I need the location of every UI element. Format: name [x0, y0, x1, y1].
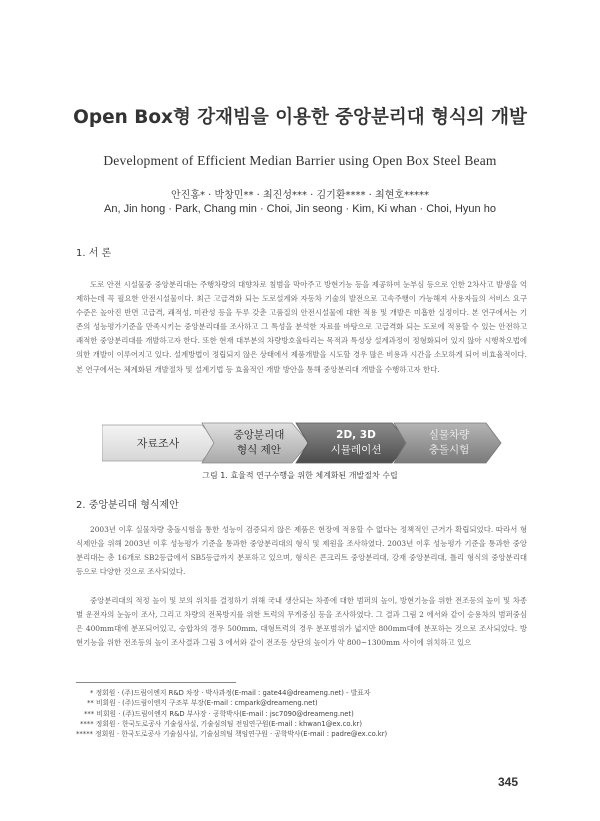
section-2-paragraph-2: 중앙분리대의 적정 높이 및 보의 위치를 결정하기 위해 국내 생산되는 차종에 대한 범퍼의 높이, 방현기능을 위한 전조등의 높이 및 차종별 운전자의 눈높이 조사, 그리고 차량의 전복방지를 위한 트럭의 무게중심 등을 조사하였다. 그 결과 그림 2 에서와 같이 승용차의 범퍼중심은 400mm대에 분포되어있고, 승합차의 경우 500mm, 대형트럭의 경우 분포범위가 넓지만 800mm대에 분포하는 것으로 조사되었다. 방현기능을 위한 전조등의 높이 조사결과 그림 3 에서와 같이 전조등 상단의 높이가 약 800~1300mm 사이에 위치하고 있으	[76, 596, 527, 648]
footnote-2: ** 비회원 · (주)드림이엔지 구조부 부장(E-mail : cmpark@dreameng.net)	[87, 699, 318, 708]
page-number: 345	[498, 775, 519, 789]
process-step-2: 중앙분리대 형식 제안	[233, 429, 285, 456]
development-process-figure	[102, 421, 502, 465]
footnote-3: *** 비회원 · (주)드림이엔지 R&D 부사장 · 공학박사(E-mail : jsc7090@dreameng.net)	[84, 709, 354, 718]
footnote-divider	[76, 682, 236, 683]
paper-subtitle-english: Development of Efficient Median Barrier using Open Box Steel Beam	[103, 153, 497, 168]
process-step-1: 자료조사	[136, 436, 180, 450]
section-2-heading: 2. 중앙분리대 형식제안	[76, 500, 179, 511]
figure-1-caption: 그림 1. 효율적 연구수행을 위한 체계화된 개발절차 수립	[202, 471, 398, 480]
section-2-paragraph-1: 2003년 이후 실물차량 충돌시험을 통한 성능이 검증되지 않은 제품은 현장에 적용할 수 없다는 정책적인 근거가 확립되었다. 따라서 형식제안을 위해 2003년 이후 성능평가 기준을 통과한 중앙분리대의 형식 및 제원을 조사하였다. 2003년 이후 성능평가 기준을 통과한 중앙분리대는 총 16개로 SB2등급에서 SB5등급까지 분포하고 있으며, 형식은 콘크리트 중앙분리대, 강재 중앙분리대, 틀리 형식의 중앙분리대 등으로 다양한 것으로 조사되었다.	[76, 525, 527, 577]
footnotes	[76, 688, 536, 739]
paper-title: Open Box형 강재빔을 이용한 중앙분리대 형식의 개발	[73, 107, 527, 128]
footnote-5: ***** 정회원 · 한국도로공사 기술심사실, 기술심의팀 책임연구원 · 공학박사(E-mail : padre@ex.co.kr)	[76, 730, 388, 739]
authors-english: An, Jin hong · Park, Chang min · Choi, Jin seong · Kim, Ki whan · Choi, Hyun ho	[104, 203, 496, 215]
process-step-4: 실물차량 충돌시험	[428, 429, 470, 456]
authors-korean: 안진홍* · 박창민** · 최진성*** · 김기환**** · 최현호*****	[170, 190, 430, 201]
footnote-1: * 정회원 · (주)드림이엔지 R&D 차장 · 박사과정(E-mail : gate44@dreameng.net) - 발표자	[90, 689, 371, 697]
process-step-3: 2D, 3D 시뮬레이션	[330, 429, 382, 456]
section-1-heading: 1. 서 론	[76, 248, 112, 259]
section-1-paragraph: 도로 안전 시설물중 중앙분리대는 주행차량의 대향차로 침범을 막아주고 방현기능 등을 제공하여 눈부심 등으로 인한 2차사고 발생을 억제하는데 꼭 필요한 안전시설물이다. 최근 고급격화 되는 도로설계와 자동차 기술의 발전으로 고속주행이 가능해져 사용자들의 서비스 요구수준은 높아진 반면 고급격, 쾌적성, 미관성 등을 두루 갖춘 고품질의 안전시설물에 대한 적용 및 개발은 미흡한 실정이다. 본 연구에서는 기존의 성능평가기준을 만족시키는 중앙분리대를 조사하고 그 특성을 분석한 자료를 바탕으로 고급격화 되는 도로에 적용할 수 있는 안전하고 쾌적한 중앙분리대를 개발하고자 한다. 또한 현재 대부분의 차량방호울타리는 목적과 특성상 설계과정이 정형화되어 있지 않아 시행착오법에 의한 개발이 이루어지고 있다. 설계방법이 정립되지 않은 상태에서 제품개발을 시도할 경우 많은 비용과 시간을 소모하게 되어 비효율적이다. 본 연구에서는 체계화된 개발절차 및 설계기법 등 효율적인 개발 방안을 통해 중앙분리대 개발을 수행하고자 한다.	[76, 280, 527, 374]
footnote-4: **** 정회원 · 한국도로공사 기술심사실, 기술심의팀 전임연구원(E-mail : khwan1@ex.co.kr)	[80, 719, 363, 728]
